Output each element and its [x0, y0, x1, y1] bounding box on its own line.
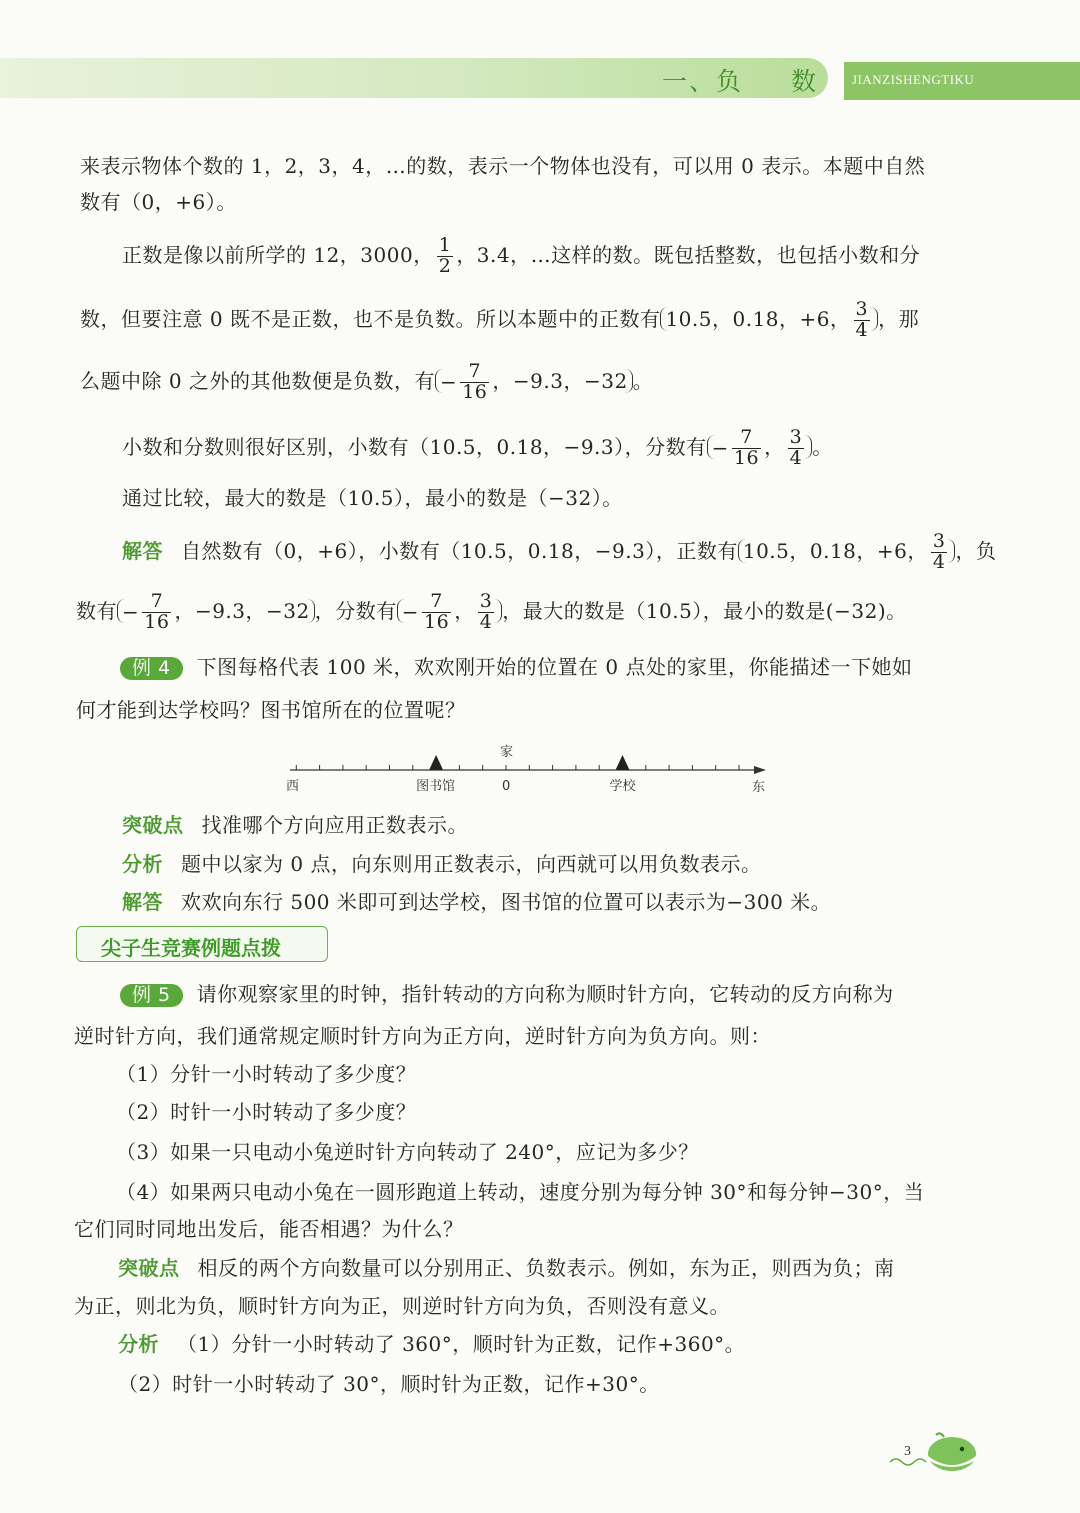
west-label: 西 — [286, 779, 300, 794]
example5-q4-line2: 它们同时同地出发后，能否相遇？为什么？ — [74, 1217, 464, 1241]
p1-line1: 来表示物体个数的 1，2，3，4，…的数，表示一个物体也没有，可以用 0 表示。本题中自然 — [80, 154, 926, 178]
negative-set: − $\frac{7}{16}$ ，−9.3，−32 — [435, 369, 633, 393]
example5-q2: （2）时针一小时转动了多少度？ — [116, 1100, 417, 1124]
example4-line1: 例 4 下图每格代表 100 米，欢欢刚开始的位置在 0 点处的家里，你能描述一下她如 — [120, 657, 912, 680]
example5-q4-line1: （4）如果两只电动小兔在一圆形跑道上转动，速度分别为每分钟 30°和每分钟−30°，当 — [116, 1180, 925, 1204]
number-line-arrow — [754, 766, 766, 774]
example5-analysis1: 分析 （1）分针一小时转动了 360°，顺时针为正数，记作+360°。 — [118, 1332, 746, 1356]
positive-set: 10.5，0.18，+6， $\frac{3}{4}$ — [660, 307, 878, 331]
whale-mascot-icon — [888, 1430, 982, 1476]
example5-badge: 例 5 — [120, 984, 183, 1007]
p2-line2: 数，但要注意 0 既不是正数，也不是负数。所以本题中的正数有 10.5，0.18，+6， $\frac{3}{4}$ ，那 — [80, 298, 920, 341]
answer-label: 解答 — [122, 538, 163, 563]
p3-line: 小数和分数则很好区别，小数有（10.5，0.18，−9.3），分数有 − $\frac{7}{16}$ ， $\frac{3}{4}$ 。 — [122, 426, 833, 469]
example4-line2: 何才能到达学校吗？图书馆所在的位置呢？ — [76, 698, 466, 722]
section-title: 尖子生竞赛例题点拨 — [101, 936, 281, 960]
p2-line1: 正数是像以前所学的 12，3000， $\frac{1}{2}$ ，3.4，…这样的数。既包括整数，也包括小数和分 — [122, 234, 921, 277]
example5-key-line2: 为正，则北为负，顺时针方向为正，则逆时针方向为负，否则没有意义。 — [74, 1294, 730, 1318]
school-marker — [616, 755, 630, 770]
brand-text: JIANZISHENGTIKU — [852, 72, 975, 87]
chapter-name: 数 — [791, 67, 819, 96]
example4-badge: 例 4 — [120, 657, 183, 680]
example4-answer: 解答 欢欢向东行 500 米即可到达学校，图书馆的位置可以表示为−300 米。 — [122, 890, 832, 914]
example5-line2: 逆时针方向，我们通常规定顺时针方向为正方向，逆时针方向为负方向。则： — [74, 1024, 771, 1048]
chapter-number: 一、负 — [662, 67, 744, 96]
zero-label: 0 — [502, 779, 511, 794]
fraction-three-quarters: $\frac{3}{4}$ — [855, 298, 869, 341]
example5-q1: （1）分针一小时转动了多少度？ — [116, 1062, 417, 1086]
p2-line3: 么题中除 0 之外的其他数便是负数，有 − $\frac{7}{16}$ ，−9.3，−32 。 — [80, 360, 654, 403]
example5-key-line1: 突破点 相反的两个方向数量可以分别用正、负数表示。例如，东为正，则西为负；南 — [118, 1256, 895, 1280]
east-label: 东 — [752, 780, 766, 795]
brand-tab — [844, 62, 1080, 100]
fraction-set: − $\frac{7}{16}$ ， $\frac{3}{4}$ — [707, 435, 813, 459]
answer1-line1: 解答 自然数有（0，+6），小数有（10.5，0.18，−9.3），正数有 10.5，0.18，+6， $\frac{3}{4}$ ，负 — [122, 530, 997, 573]
p1-line2: 数有（0，+6）。 — [80, 190, 237, 214]
example5-line1: 例 5 请你观察家里的时钟，指针转动的方向称为顺时针方向，它转动的反方向称为 — [120, 984, 894, 1007]
page-number: 3 — [904, 1444, 911, 1459]
fraction-one-half: $\frac{1}{2}$ — [438, 234, 452, 277]
school-label: 学校 — [609, 779, 636, 794]
example4-analysis: 分析 题中以家为 0 点，向东则用正数表示，向西就可以用负数表示。 — [122, 852, 762, 876]
number-line — [276, 738, 776, 800]
library-label: 图书馆 — [416, 779, 456, 794]
chapter-title — [662, 62, 818, 98]
home-label: 家 — [500, 745, 514, 760]
p4-line: 通过比较，最大的数是（10.5），最小的数是（−32）。 — [122, 486, 623, 510]
library-marker — [429, 755, 443, 770]
answer1-line2: 数有 − $\frac{7}{16}$ ，−9.3，−32 ，分数有 − $\frac{7}{16}$ ， $\frac{3}{4}$ ，最大的数是（10.5），最小的数是(−32)。 — [76, 590, 907, 633]
section-banner — [76, 926, 328, 962]
example5-analysis2: （2）时针一小时转动了 30°，顺时针为正数，记作+30°。 — [118, 1372, 660, 1396]
example4-key-point: 突破点 找准哪个方向应用正数表示。 — [122, 813, 468, 837]
example5-q3: （3）如果一只电动小兔逆时针方向转动了 240°，应记为多少？ — [116, 1140, 699, 1164]
